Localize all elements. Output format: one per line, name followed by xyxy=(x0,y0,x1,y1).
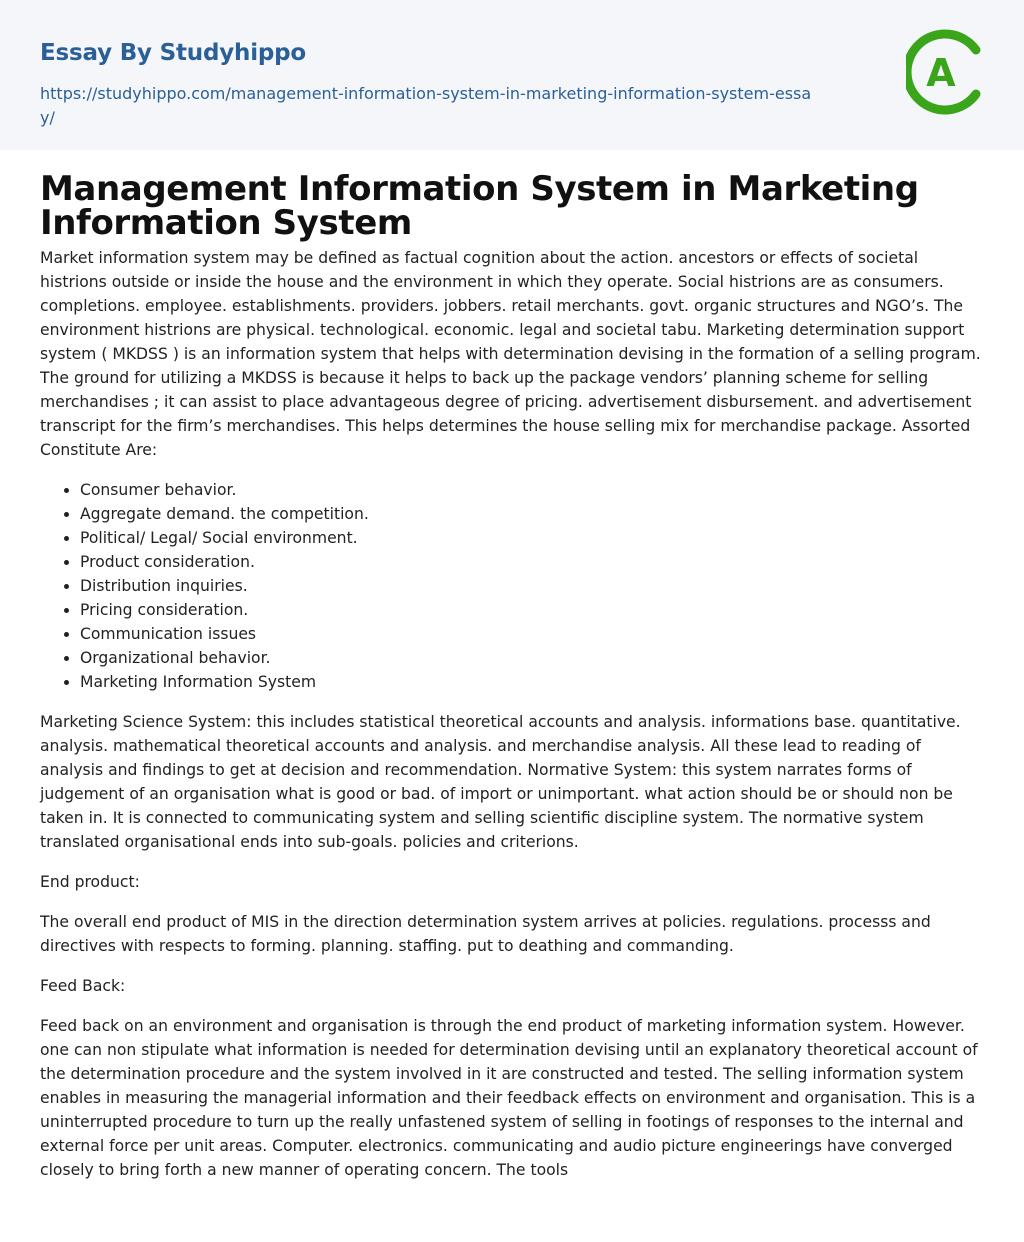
essay-content xyxy=(40,169,986,1198)
list-item: • Aggregate demand. the competition. xyxy=(80,502,986,526)
site-header xyxy=(0,0,1024,150)
feedback-paragraph: Feed back on an environment and organisation is through the end product of marketing information system. However. one can non stipulate what information is needed for determination devising until an explanatory theoretical account of the determination procedure and the system involved in it are constructed and tested. The selling information system enables in measuring the managerial information and their feedback effects on environment and organisation. This is a uninterrupted procedure to turn up the really unfastened system of selling in footings of responses to the internal and external force per unit areas. Computer. electronics. communicating and audio picture engineerings have converged closely to bring forth a new manner of operating concern. The tools xyxy=(40,1017,978,1179)
end-product-heading: End product: xyxy=(40,873,140,891)
list-item: • Distribution inquiries. xyxy=(80,574,986,598)
list-item: • Communication issues xyxy=(80,622,986,646)
constituents-list xyxy=(40,478,986,694)
essay-title: Management Information System in Marketing Information System xyxy=(40,169,919,243)
list-item: • Organizational behavior. xyxy=(80,646,986,670)
studyhippo-logo-icon[interactable] xyxy=(906,28,990,116)
feedback-heading: Feed Back: xyxy=(40,977,126,995)
brand-link[interactable]: Essay By Studyhippo xyxy=(40,40,307,66)
list-item: • Pricing consideration. xyxy=(80,598,986,622)
list-item: • Product consideration. xyxy=(80,550,986,574)
intro-paragraph: Market information system may be defined as factual cognition about the action. ancestors or effects of societal histrions outside or inside the house and the environment in which they operate. Social histrions are as consumers. completions. employee. establishments. providers. jobbers. retail merchants. govt. organic structures and NGO’s. The environment histrions are physical. technological. economic. legal and societal tabu. Marketing determination support system ( MKDSS ) is an information system that helps with determination devising in the formation of a selling program. The ground for utilizing a MKDSS is because it helps to back up the package vendors’ planning scheme for selling merchandises ; it can assist to place advantageous degree of pricing. advertisement disbursement. and advertisement transcript for the firm’s merchandises. This helps determines the house selling mix for merchandise package. Assorted Constitute Are: xyxy=(40,249,981,459)
logo-letter: A xyxy=(926,51,956,95)
list-item: • Marketing Information System xyxy=(80,670,986,694)
list-item: • Consumer behavior. xyxy=(80,478,986,502)
source-url-link[interactable]: https://studyhippo.com/management-information-system-in-marketing-information-system-essay/ xyxy=(40,84,812,127)
science-system-paragraph: Marketing Science System: this includes statistical theoretical accounts and analysis. informations base. quantitative. analysis. mathematical theoretical accounts and analysis. and merchandise analysis. All these lead to reading of analysis and findings to get at decision and recommendation. Normative System: this system narrates forms of judgement of an organisation what is good or bad. of import or unimportant. what action should be or should non be taken in. It is connected to communicating system and selling scientific discipline system. The normative system translated organisational ends into sub-goals. policies and criterions. xyxy=(40,713,961,851)
end-product-paragraph: The overall end product of MIS in the direction determination system arrives at policies. regulations. processs and directives with respects to forming. planning. staffing. put to deathing and commanding. xyxy=(40,913,931,955)
list-item: • Political/ Legal/ Social environment. xyxy=(80,526,986,550)
